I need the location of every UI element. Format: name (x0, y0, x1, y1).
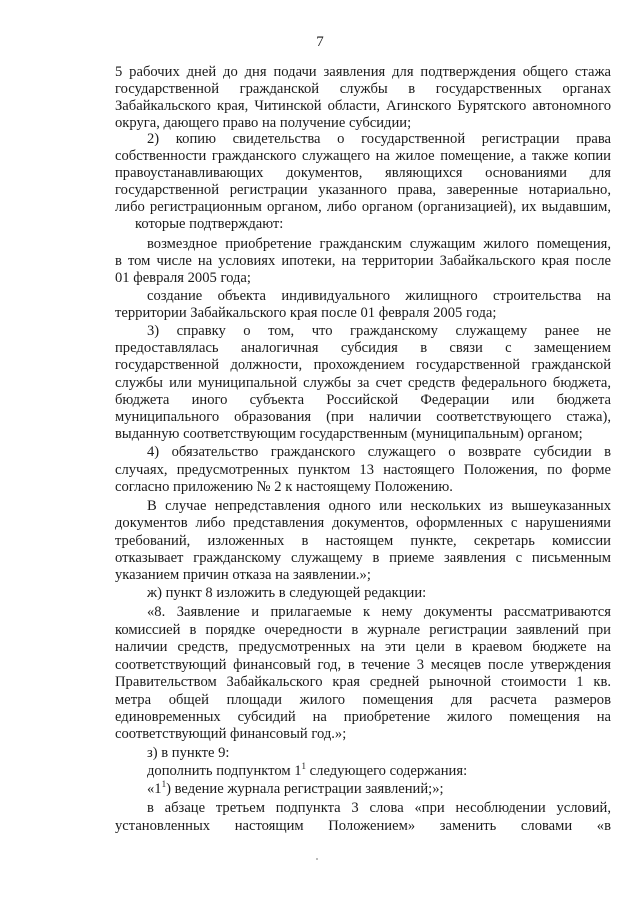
text-line: 01 февраля 2005 года; (115, 270, 251, 286)
text-line: округа, дающего право на получение субсидии; (115, 115, 412, 131)
text-line: указанием причин отказа на заявлении.»; (115, 567, 371, 583)
text-line: согласно приложению № 2 к настоящему Положению. (115, 479, 453, 495)
text-line: службы или муниципальной службы за счет средств федерального бюджета, (115, 375, 611, 391)
text-line: которые подтверждают: (135, 216, 284, 232)
text-line: собственности гражданского служащего на жилое помещение, а также копии (115, 148, 611, 164)
text-line: в абзаце третьем подпункта 3 слова «при несоблюдении условий, (147, 800, 611, 816)
text-line: государственной гражданской службы в государственных органах (115, 81, 611, 97)
text-line: комиссией в порядке очередности в журнале регистрации заявлений при (115, 622, 611, 638)
text-line: единовременных субсидий на приобретение жилого помещения на (115, 709, 611, 725)
text-line: «8. Заявление и прилагаемые к нему документы рассматриваются (147, 604, 611, 620)
text-line: требований, изложенных в настоящем пункте, секретарь комиссии (115, 533, 611, 549)
text-line: либо регистрационным органом, либо органом (организацией), их выдавшим, (115, 199, 611, 215)
text-line: выданную соответствующим государственным (муниципальным) органом; (115, 426, 583, 442)
text-line: территории Забайкальского края после 01 февраля 2005 года; (115, 305, 497, 321)
text-line: Правительством Забайкальского края средней рыночной стоимости 1 кв. (115, 674, 611, 690)
text-line: возмездное приобретение гражданским служащим жилого помещения, (147, 236, 611, 252)
text-line: установленных настоящим Положением» заменить словами «в (115, 818, 611, 834)
text-line: предоставлялась аналогичная субсидия в связи с замещением (115, 340, 611, 356)
text-line: Забайкальского края, Читинской области, Агинского Бурятского автономного (115, 98, 611, 114)
text-line: в том числе на условиях ипотеки, на территории Забайкальского края после (115, 253, 611, 269)
text-line: случаях, предусмотренных пунктом 13 настоящего Положения, по форме (115, 462, 611, 478)
text-line: государственной должности, прохождением государственной гражданской (115, 357, 611, 373)
text-line: 4) обязательство гражданского служащего о возврате субсидии в (147, 444, 611, 460)
text-line: муниципального образования (при наличии соответствующего стажа), (115, 409, 611, 425)
text-line: з) в пункте 9: (147, 745, 230, 761)
text-line: правоустанавливающих документов, являющихся основаниями для (115, 165, 611, 181)
text-line: метра общей площади жилого помещения для расчета размеров (115, 692, 611, 708)
text-line-journal: «$1^1$) ведение журнала регистрации заявлений;»; (147, 779, 444, 797)
text-line: бюджета иного субъекта Российской Федерации или бюджета (115, 392, 611, 408)
text-line-supplement: дополнить подпунктом $1^1$ следующего содержания: (147, 761, 468, 779)
text-line: создание объекта индивидуального жилищного строительства на (147, 288, 611, 304)
text-line: наличии средств, предусмотренных на эти цели в краевом бюджете на (115, 639, 611, 655)
text-line: соответствующий финансовый год.»; (115, 726, 347, 742)
text-line: 2) копию свидетельства о государственной регистрации права (147, 131, 611, 147)
text-line: соответствующий финансовый год, в течение 3 месяцев после утверждения (115, 657, 611, 673)
text-line: 5 рабочих дней до дня подачи заявления для подтверждения общего стажа (115, 64, 611, 80)
text-line: отказывает гражданскому служащему в приеме заявления с письменным (115, 550, 611, 566)
page-number: 7 (316, 34, 324, 50)
text-line: В случае непредставления одного или нескольких из вышеуказанных (147, 498, 611, 514)
text-line: 3) справку о том, что гражданскому служащему ранее не (147, 323, 611, 339)
scan-speck (316, 858, 318, 860)
text-line: документов либо представления документов, оформленных с нарушениями (115, 515, 611, 531)
text-line: ж) пункт 8 изложить в следующей редакции: (147, 585, 427, 601)
text-line: государственной регистрации указанного права, заверенные нотариально, (115, 182, 611, 198)
